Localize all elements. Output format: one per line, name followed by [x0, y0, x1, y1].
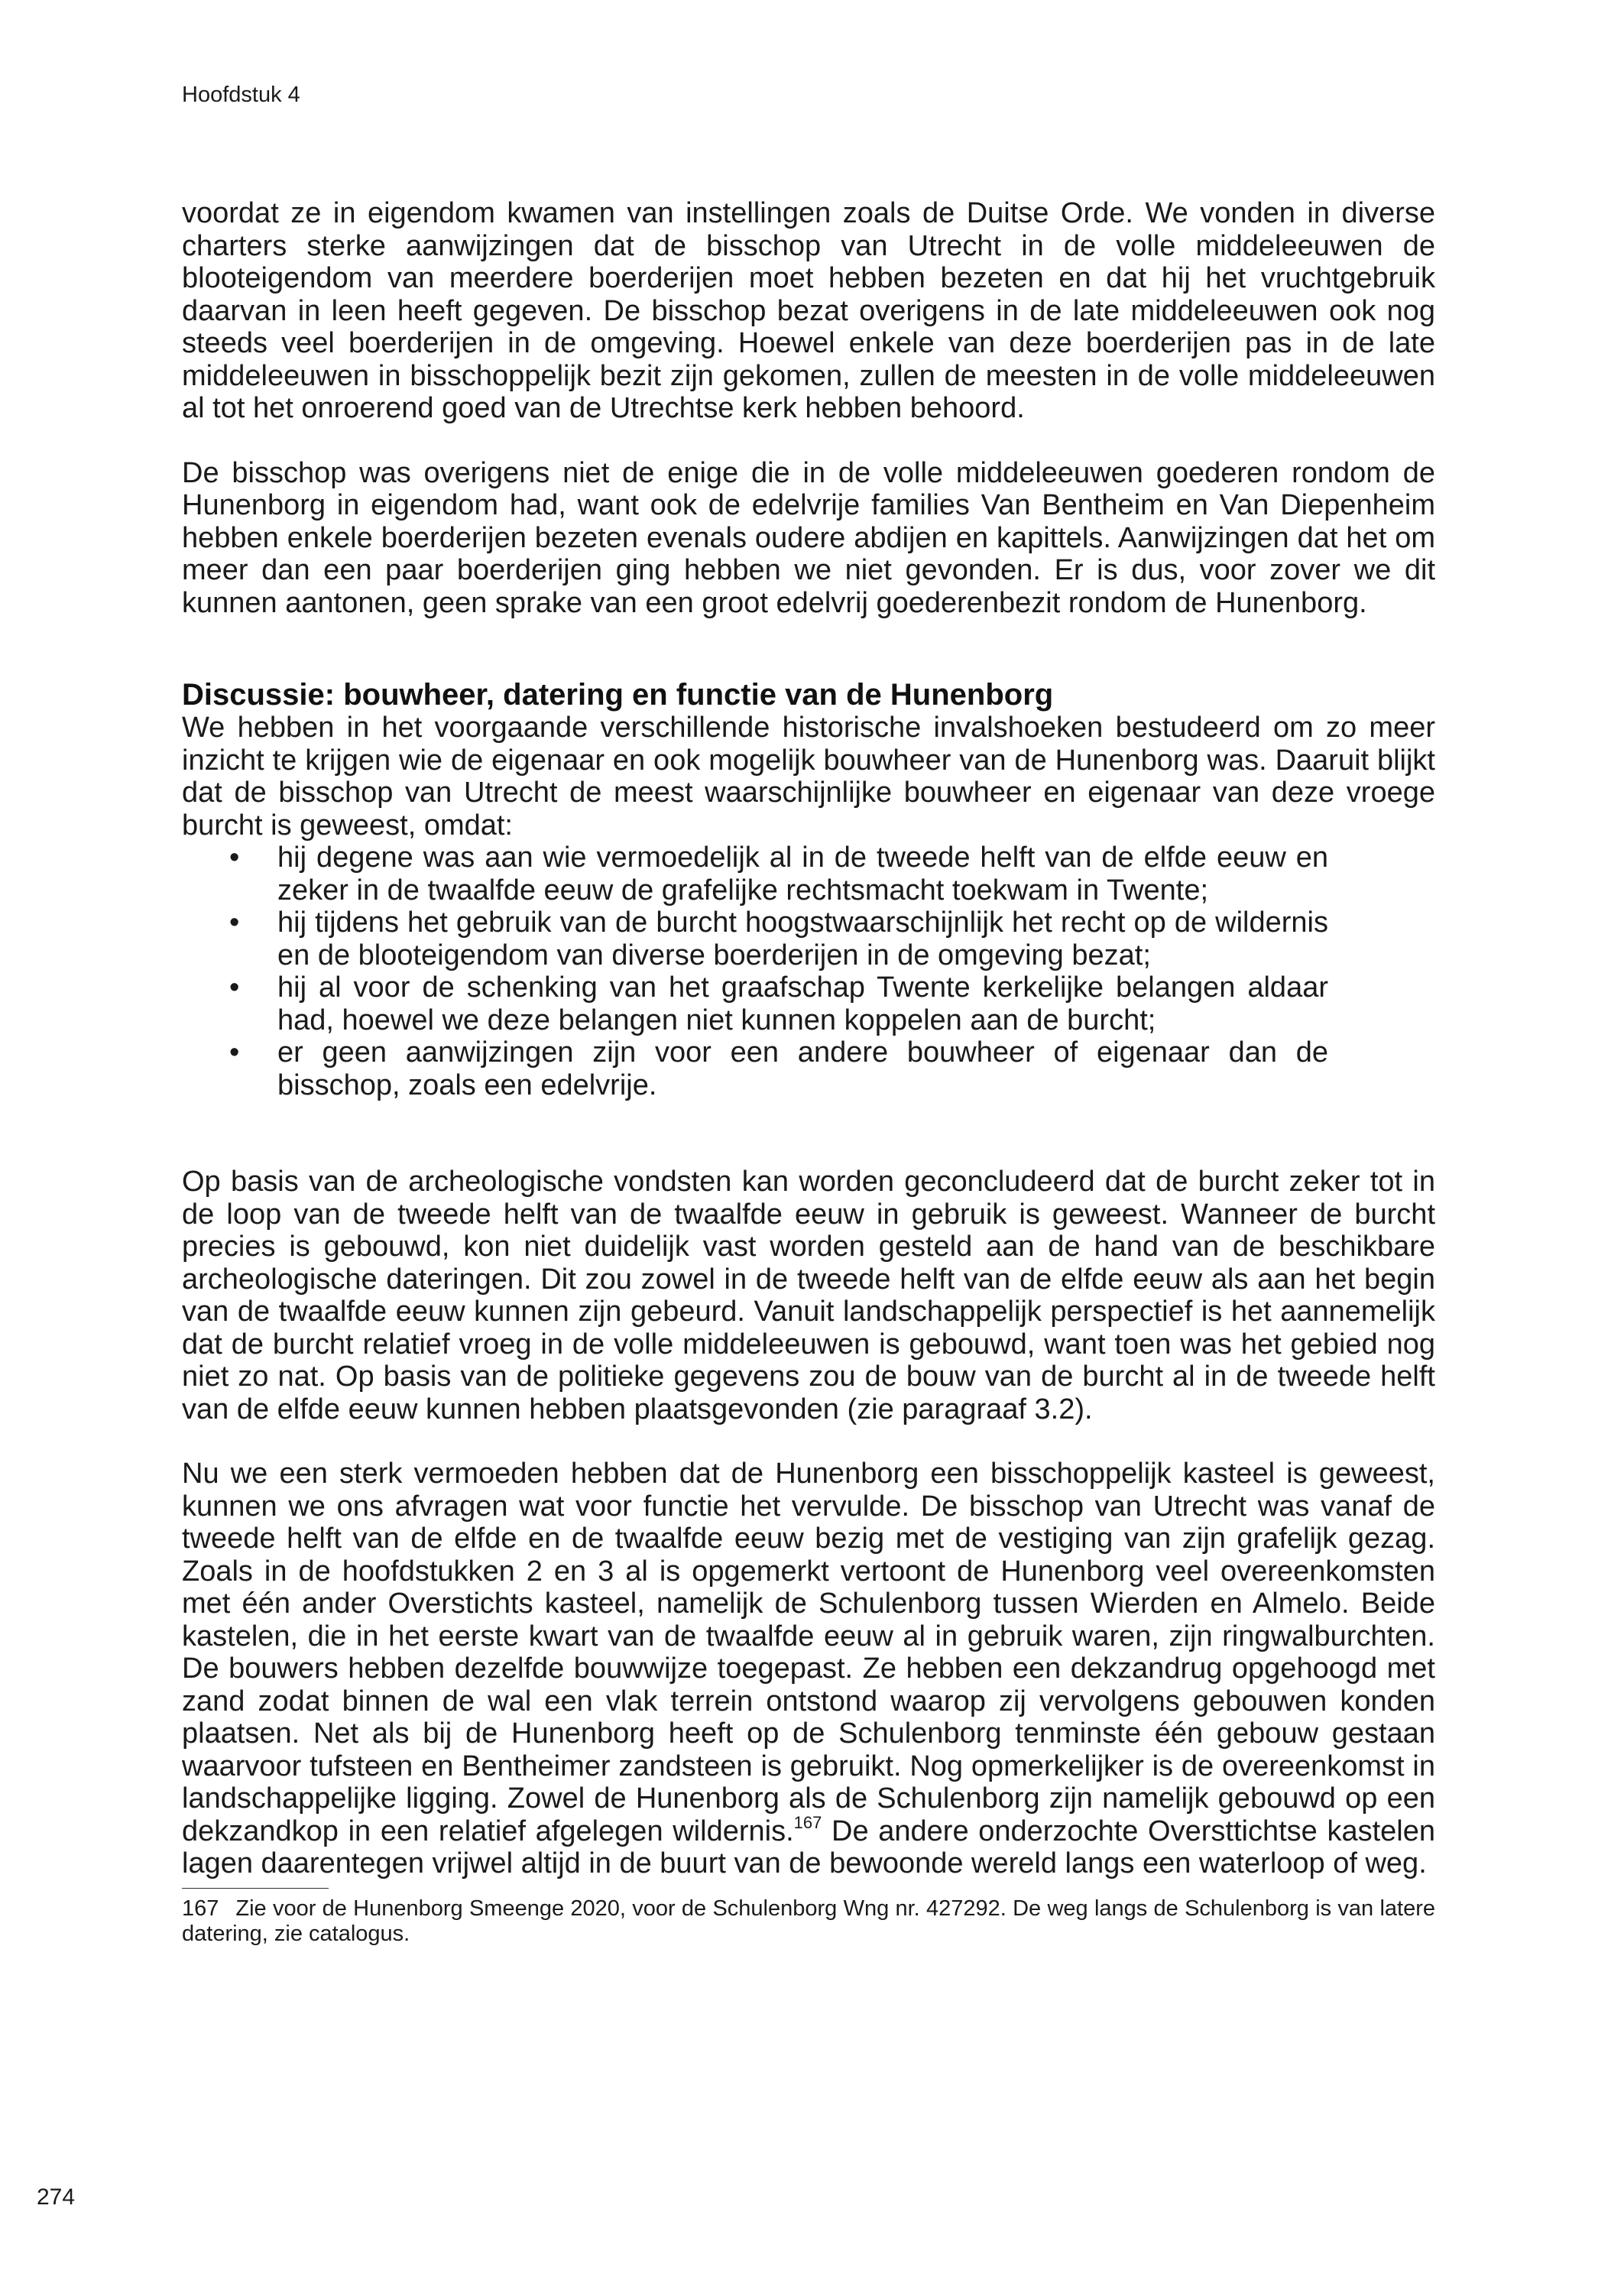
footnote-text: Zie voor de Hunenborg Smeenge 2020, voor de Schulenborg Wng nr. 427292. De weg langs de Schulenborg is van latere datering, zie catalogus.: [182, 1896, 1435, 1946]
paragraph-4-text-end: De andere onderzochte Oversttichtse kastelen lagen daarentegen vrijwel altijd in de buurt van de bewoonde wereld langs een waterloop of weg.: [182, 1815, 1435, 1879]
paragraph-3: Op basis van de archeologische vondsten kan worden geconcludeerd dat de burcht zeker tot in de loop van de tweede helft van de twaalfde eeuw in gebruik is geweest. Wanneer de burcht precies is gebouwd, kon niet duidelijk vast worden gesteld aan de hand van de beschikbare archeologische dateringen. Dit zou zowel in de tweede helft van de elfde eeuw als aan het begin van de twaalfde eeuw kunnen zijn gebeurd. Vanuit landschappelijk perspectief is het aannemelijk dat de burcht relatief vroeg in de volle middeleeuwen is gebouwd, want toen was het gebied nog niet zo nat. Op basis van de politieke gegevens zou de bouw van de burcht al in de tweede helft van de elfde eeuw kunnen hebben plaatsgevonden (zie paragraaf 3.2).: [182, 1166, 1435, 1425]
list-item: [182, 842, 1328, 906]
list-item-text: hij al voor de schenking van het graafschap Twente kerkelijke belangen aldaar had, hoewel we deze belangen niet kunnen koppelen aan de burcht;: [277, 971, 1328, 1036]
list-item-text: hij tijdens het gebruik van de burcht hoogstwaarschijnlijk het recht op de wildernis en de blooteigendom van diverse boerderijen in de omgeving bezat;: [277, 906, 1328, 971]
paragraph-4: [182, 1458, 1435, 1880]
list-item-text: er geen aanwijzingen zijn voor een andere bouwheer of eigenaar dan de bisschop, zoals een edelvrije.: [277, 1036, 1328, 1101]
paragraph-2: De bisschop was overigens niet de enige die in de volle middeleeuwen goederen rondom de Hunenborg in eigendom had, want ook de edelvrije families Van Bentheim en Van Diepenheim hebben enkele boerderijen bezeten evenals oudere abdijen en kapittels. Aanwijzingen dat het om meer dan een paar boerderijen ging hebben we niet gevonden. Er is dus, voor zover we dit kunnen aantonen, geen sprake van een groot edelvrij goederenbezit rondom de Hunenborg.: [182, 456, 1435, 619]
bullet-icon: •: [229, 906, 240, 939]
list-item: [182, 971, 1328, 1036]
list-item-text: hij degene was aan wie vermoedelijk al in de tweede helft van de elfde eeuw en zeker in de twaalfde eeuw de grafelijke rechtsmacht toekwam in Twente;: [277, 842, 1328, 906]
paragraph-4-text: Nu we een sterk vermoeden hebben dat de Hunenborg een bisschoppelijk kasteel is geweest, kunnen we ons afvragen wat voor functie het vervulde. De bisschop van Utrecht was vanaf de tweede helft van de elfde en de twaalfde eeuw bezig met de vestiging van zijn grafelijk gezag. Zoals in de hoofdstukken 2 en 3 al is opgemerkt vertoont de Hunenborg veel overeenkomsten met één ander Overstichts kasteel, namelijk de Schulenborg tussen Wierden en Almelo. Beide kastelen, die in het eerste kwart van de twaalfde eeuw al in gebruik waren, zijn ringwalburchten. De bouwers hebben dezelfde bouwwijze toegepast. Ze hebben een dekzandrug opgehoogd met zand zodat binnen de wal een vlak terrein ontstond waarop zij vervolgens gebouwen konden plaatsen. Net als bij de Hunenborg heeft op de Schulenborg tenminste één gebouw gestaan waarvoor tufsteen en Bentheimer zandsteen is gebruikt. Nog opmerkelijker is de overeenkomst in landschappelijke ligging. Zowel de Hunenborg als de Schulenborg zijn namelijk gebouwd op een dekzandkop in een relatief afgelegen wildernis.: [182, 1458, 1435, 1847]
footnote-divider: [182, 1888, 329, 1889]
running-header: Hoofdstuk 4: [182, 83, 300, 107]
main-text: [182, 197, 1435, 1947]
bullet-icon: •: [229, 971, 240, 1004]
bullet-icon: •: [229, 842, 240, 874]
list-item: [182, 1036, 1328, 1101]
page-number: 274: [37, 2184, 76, 2210]
section-intro: We hebben in het voorgaande verschillende historische invalshoeken bestudeerd om zo meer inzicht te krijgen wie de eigenaar en ook mogelijk bouwheer van de Hunenborg was. Daaruit blijkt dat de bisschop van Utrecht de meest waarschijnlijke bouwheer en eigenaar van deze vroege burcht is geweest, omdat:: [182, 712, 1435, 842]
reason-list: [182, 842, 1328, 1101]
footnote: [182, 1896, 1435, 1947]
footnote-reference[interactable]: 167: [793, 1812, 822, 1832]
footnote-number: 167: [182, 1896, 219, 1921]
section-heading: Discussie: bouwheer, datering en functie van de Hunenborg: [182, 678, 1054, 712]
bullet-icon: •: [229, 1036, 240, 1069]
list-item: [182, 906, 1328, 971]
paragraph-1: voordat ze in eigendom kwamen van instellingen zoals de Duitse Orde. We vonden in diverse charters sterke aanwijzingen dat de bisschop van Utrecht in de volle middeleeuwen de blooteigendom van meerdere boerderijen moet hebben bezeten en dat hij het vruchtgebruik daarvan in leen heeft gegeven. De bisschop bezat overigens in de late middeleeuwen ook nog steeds veel boerderijen in de omgeving. Hoewel enkele van deze boerderijen pas in de late middeleeuwen in bisschoppelijk bezit zijn gekomen, zullen de meesten in de volle middeleeuwen al tot het onroerend goed van de Utrechtse kerk hebben behoord.: [182, 197, 1435, 424]
